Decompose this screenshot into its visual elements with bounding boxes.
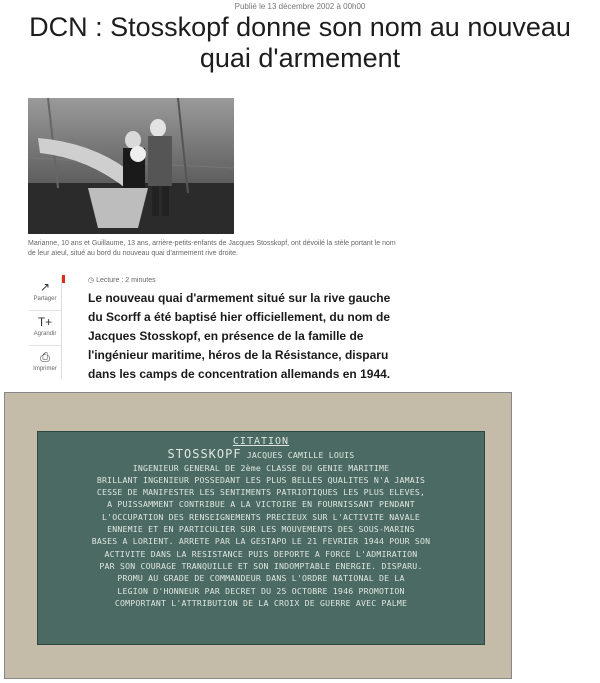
enlarge-label: Agrandir — [33, 331, 57, 337]
read-time — [88, 276, 156, 284]
plaque-line: BRILLANT INGENIEUR POSSEDANT LES PLUS BELLES QUALITES N'A JAMAIS — [96, 474, 426, 485]
memorial-plaque — [37, 431, 485, 645]
plaque-name-line — [44, 448, 478, 461]
plaque-line: A PUISSAMMENT CONTRIBUE A LA VICTOIRE EN FOURNISSANT PENDANT — [107, 499, 415, 510]
article-photo — [28, 98, 234, 234]
clock-icon: ◷ — [88, 277, 95, 284]
plaque-line: PAR SON COURAGE TRANQUILLE ET SON INDOMPTABLE ENERGIE. DISPARU. — [99, 560, 423, 571]
share-label: Partager — [33, 296, 57, 302]
share-icon: ↗ — [39, 280, 51, 294]
read-time-label: Lecture : 2 minutes — [96, 277, 156, 284]
text-size-icon: T+ — [37, 315, 53, 329]
plaque-line: COMPORTANT L'ATTRIBUTION DE LA CROIX DE GUERRE AVEC PALME — [114, 597, 408, 608]
plaque-line: BASES A LORIENT. ARRETE PAR LA GESTAPO LE 21 FEVRIER 1944 POUR SON — [91, 536, 431, 547]
plaque-given-names: JACQUES CAMILLE LOUIS — [246, 450, 355, 461]
print-label: Imprimer — [33, 366, 57, 372]
plaque-line: CESSE DE MANIFESTER LES SENTIMENTS PATRIOTIQUES LES PLUS ELEVES, — [96, 487, 426, 498]
print-button[interactable] — [29, 346, 61, 380]
plaque-text — [44, 436, 478, 609]
article-title: DCN : Stosskopf donne son nom au nouveau quai d'armement — [29, 12, 571, 73]
plaque-surname: STOSSKOPF — [167, 447, 242, 462]
plaque-line: PROMU AU GRADE DE COMMANDEUR DANS L'ORDRE NATIONAL DE LA — [117, 573, 405, 584]
plaque-line: INGENIEUR GENERAL DE 2ème CLASSE DU GENIE MARITIME — [132, 462, 390, 473]
plaque-photo — [4, 392, 512, 679]
plaque-line: L'OCCUPATION DES RENSEIGNEMENTS PRECIEUX SUR L'ACTIVITE NAVALE — [101, 511, 421, 522]
article-toolbar — [29, 276, 62, 379]
article-lead: Le nouveau quai d'armement situé sur la rive gauche du Scorff a été baptisé hier officiellement, du nom de Jacques Stosskopf, en présence de la famille de l'ingénieur maritime, héros de la Résistance, disparu dans les camps de concentration allemands en 1944. — [88, 291, 391, 381]
plaque-heading: CITATION — [232, 436, 290, 447]
enlarge-button[interactable] — [29, 311, 61, 346]
plaque-line: ACTIVITE DANS LA RESISTANCE PUIS DEPORTE A FORCE L'ADMIRATION — [104, 548, 418, 559]
share-button[interactable] — [29, 276, 61, 311]
plaque-line: LEGION D'HONNEUR PAR DECRET DU 25 OCTOBRE 1946 PROMOTION — [117, 585, 405, 596]
publish-date: Publié le 13 décembre 2002 à 00h00 — [234, 2, 366, 11]
printer-icon: ⎙ — [40, 350, 50, 364]
ceremony-photo-illustration — [28, 98, 234, 234]
accent-mark — [62, 275, 65, 283]
photo-caption: Marianne, 10 ans et Guillaume, 13 ans, arrière-petits-enfants de Jacques Stosskopf, ont dévoilé la stèle portant le nom de leur aïeul, situé au bord du nouveau quai d'armement rive droite. — [28, 240, 396, 257]
plaque-line: ENNEMIE ET EN PARTICULIER SUR LES MOUVEMENTS DES SOUS-MARINS — [107, 524, 415, 535]
